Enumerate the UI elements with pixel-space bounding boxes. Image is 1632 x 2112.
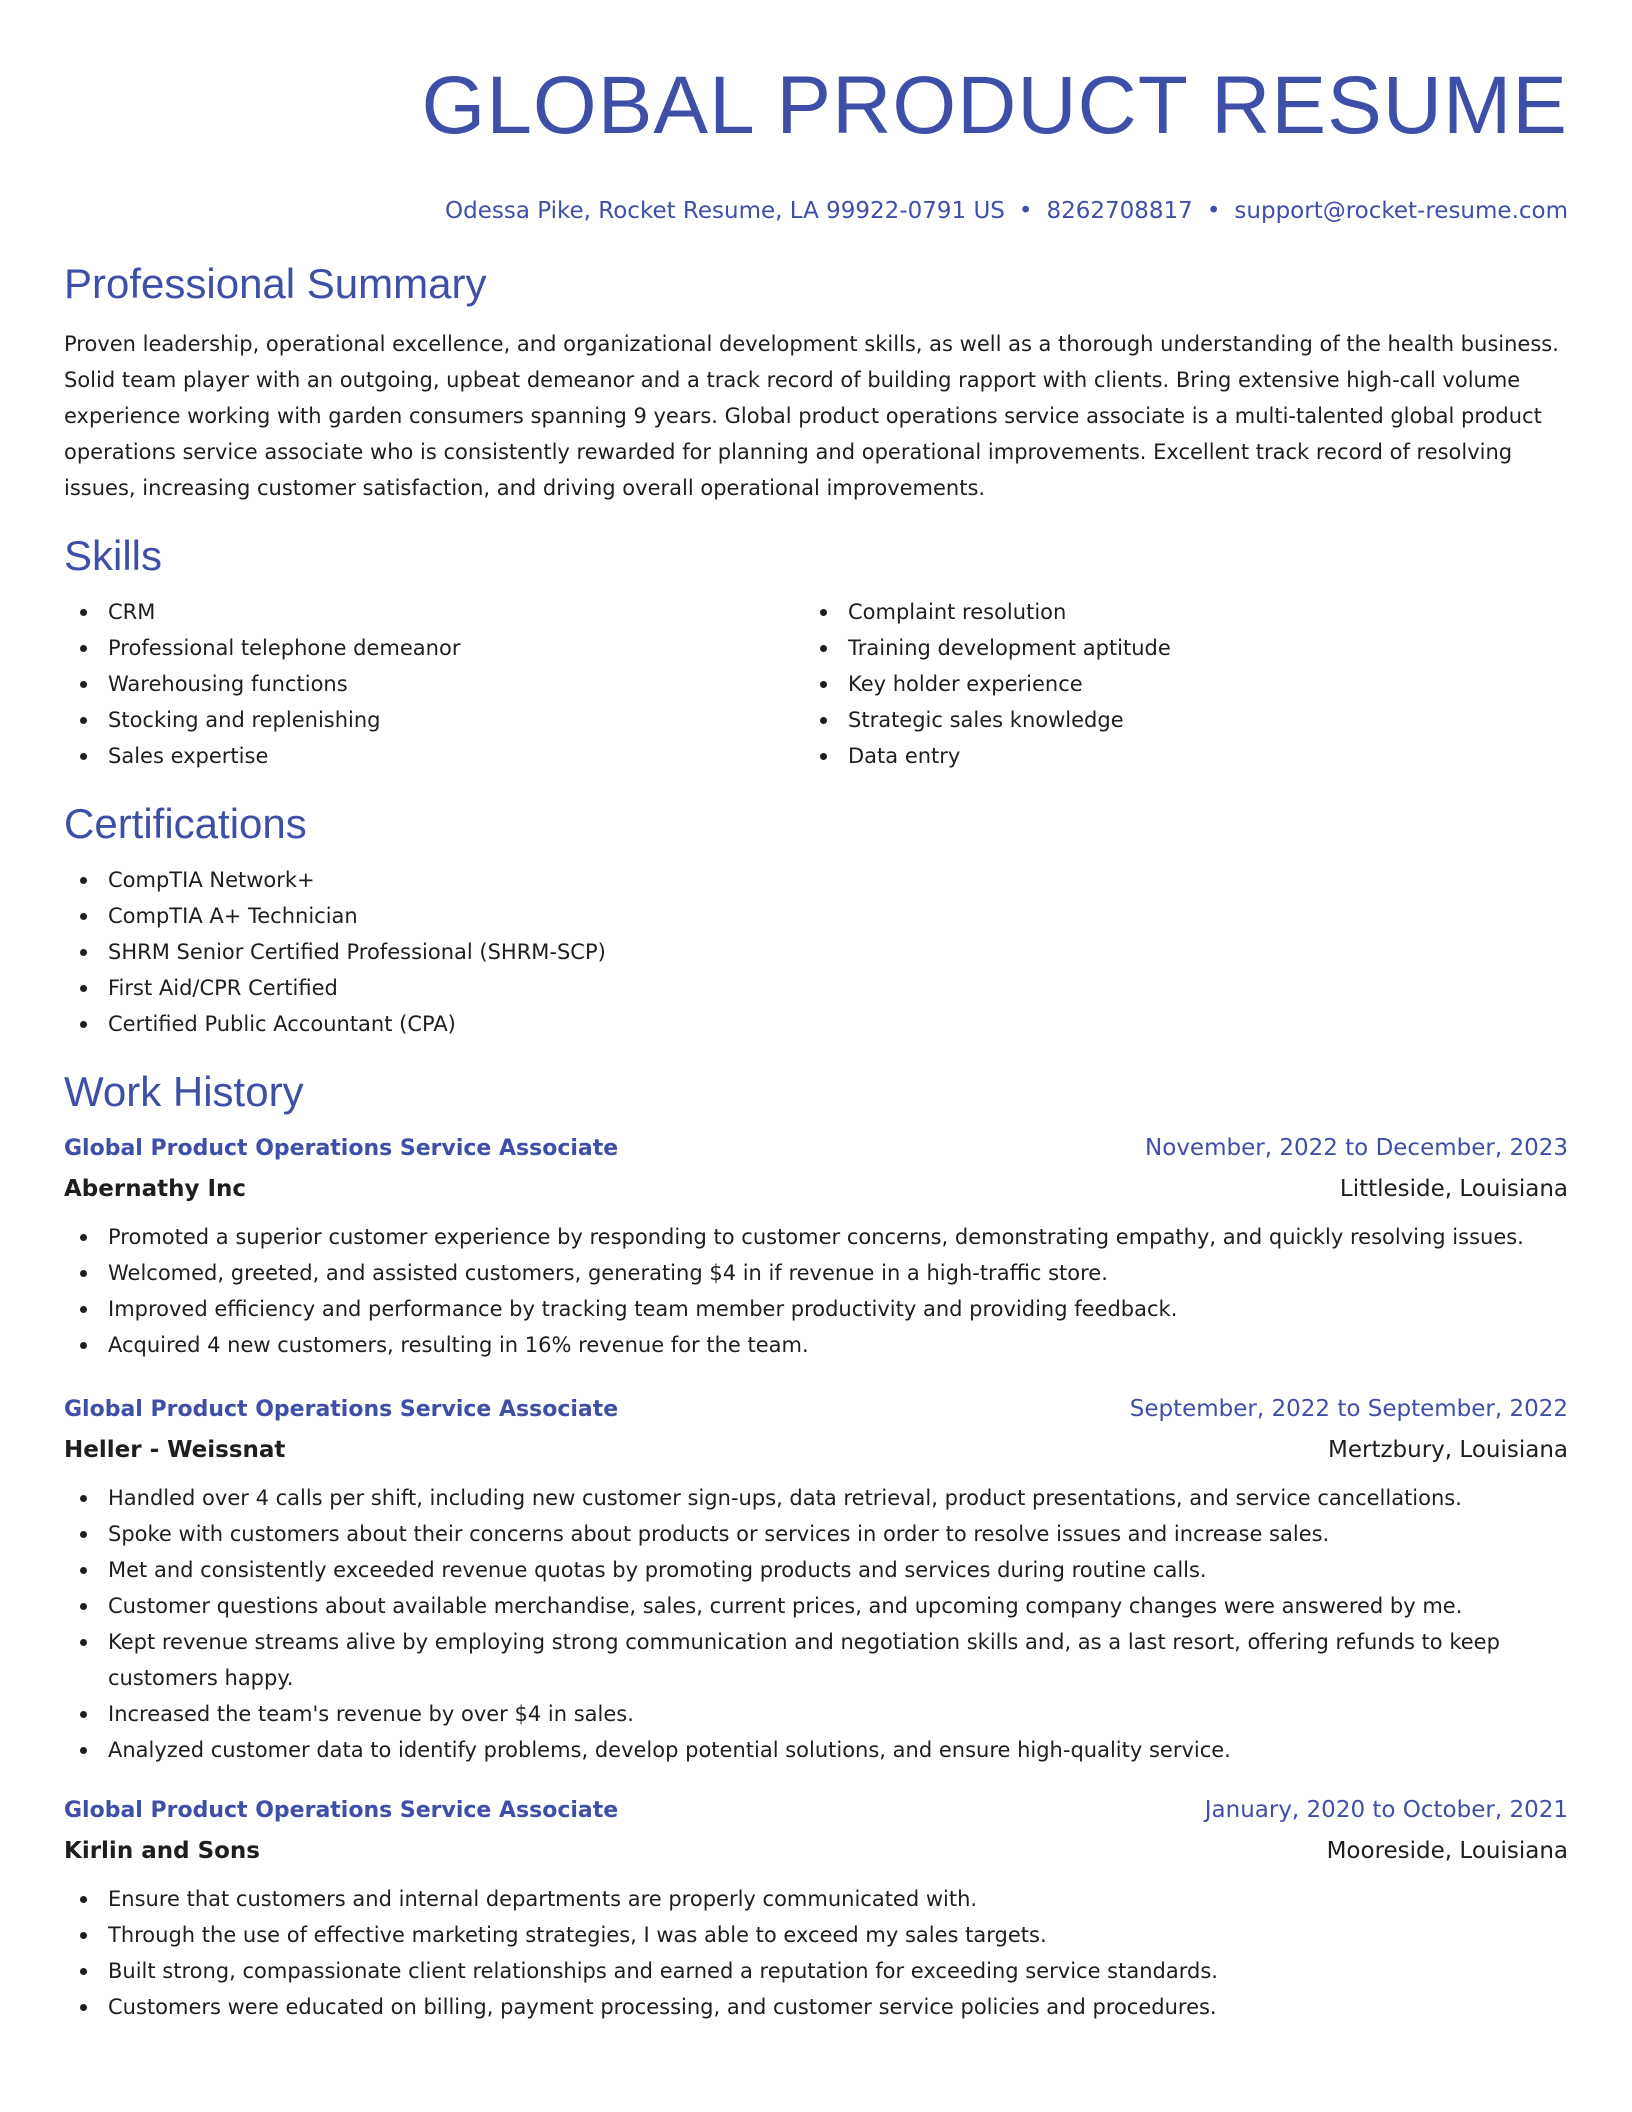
job-company: Kirlin and Sons [64, 1838, 260, 1864]
contact-phone: 8262708817 [1046, 198, 1193, 224]
summary-text: Proven leadership, operational excellence, and organizational development skills, as well as a thorough understanding of the health business. Solid team player with an outgoing, upbeat demeanor and a track record of building rapport with clients. Bring extensive high-call volume experience working with garden consumers spanning 9 years. Global product operations service associate is a multi-talented global product operations service associate who is consistently rewarded for planning and operational improvements. Excellent track record of resolving issues, increasing customer satisfaction, and driving overall operational improvements. [64, 332, 1559, 500]
job-bullets [64, 1219, 1568, 1363]
contact-info [64, 196, 1568, 226]
job-bullet: Ensure that customers and internal departments are properly communicated with. [64, 1881, 1568, 1917]
job-dates: September, 2022 to September, 2022 [1129, 1396, 1568, 1422]
job-bullet: Acquired 4 new customers, resulting in 16% revenue for the team. [64, 1327, 1568, 1363]
job-subheader [64, 1169, 1568, 1209]
skill-item: Stocking and replenishing [64, 702, 804, 738]
job-title: Global Product Operations Service Associate [64, 1136, 619, 1161]
certification-item: CompTIA A+ Technician [64, 898, 1568, 934]
certifications-section [64, 800, 1568, 1042]
job-bullets [64, 1480, 1568, 1768]
job-header [64, 1389, 1568, 1430]
contact-address: Odessa Pike, Rocket Resume, LA 99922-0791 US [445, 198, 1005, 224]
work-history-section [64, 1068, 1568, 2025]
job-title: Global Product Operations Service Associate [64, 1397, 619, 1422]
section-heading-work-history: Work History [64, 1068, 304, 1115]
skills-grid [64, 580, 1568, 774]
job-bullets [64, 1881, 1568, 2025]
certification-item: Certified Public Accountant (CPA) [64, 1006, 1568, 1042]
job-bullet: Handled over 4 calls per shift, including new customer sign-ups, data retrieval, product presentations, and service cancellations. [64, 1480, 1568, 1516]
section-heading-certifications: Certifications [64, 800, 307, 847]
skill-item: Professional telephone demeanor [64, 630, 804, 666]
skill-item: Complaint resolution [804, 594, 1544, 630]
job-company: Heller - Weissnat [64, 1437, 286, 1463]
job-company: Abernathy Inc [64, 1176, 247, 1202]
job-subheader [64, 1430, 1568, 1470]
job-dates: November, 2022 to December, 2023 [1145, 1135, 1568, 1161]
job-entry [64, 1128, 1568, 1363]
skill-item: CRM [64, 594, 804, 630]
resume-title: GLOBAL PRODUCT RESUME [421, 60, 1568, 151]
job-bullet: Improved efficiency and performance by tracking team member productivity and providing feedback. [64, 1291, 1568, 1327]
job-subheader [64, 1831, 1568, 1871]
job-bullet: Welcomed, greeted, and assisted customers, generating $4 in if revenue in a high-traffic store. [64, 1255, 1568, 1291]
skill-item: Warehousing functions [64, 666, 804, 702]
section-heading-skills: Skills [64, 532, 163, 579]
certification-item: First Aid/CPR Certified [64, 970, 1568, 1006]
skill-item: Training development aptitude [804, 630, 1544, 666]
job-bullet: Through the use of effective marketing strategies, I was able to exceed my sales targets. [64, 1917, 1568, 1953]
skills-section [64, 532, 1568, 774]
job-bullet: Customer questions about available merchandise, sales, current prices, and upcoming company changes were answered by me. [64, 1588, 1568, 1624]
job-entry [64, 1389, 1568, 1768]
job-bullet: Customers were educated on billing, payment processing, and customer service policies and procedures. [64, 1989, 1568, 2025]
job-bullet: Increased the team's revenue by over $4 in sales. [64, 1696, 1568, 1732]
job-location: Mertzbury, Louisiana [1328, 1437, 1568, 1463]
job-entry [64, 1790, 1568, 2025]
job-location: Mooreside, Louisiana [1326, 1838, 1568, 1864]
job-dates: January, 2020 to October, 2021 [1204, 1797, 1568, 1823]
job-bullet: Kept revenue streams alive by employing strong communication and negotiation skills and, as a last resort, offering refunds to keep customers happy. [64, 1624, 1568, 1696]
job-title: Global Product Operations Service Associate [64, 1798, 619, 1823]
skill-item: Data entry [804, 738, 1544, 774]
skill-item: Key holder experience [804, 666, 1544, 702]
certifications-list [64, 862, 1568, 1042]
job-bullet: Analyzed customer data to identify problems, develop potential solutions, and ensure high-quality service. [64, 1732, 1568, 1768]
job-bullet: Built strong, compassionate client relationships and earned a reputation for exceeding service standards. [64, 1953, 1568, 1989]
job-bullet: Promoted a superior customer experience by responding to customer concerns, demonstrating empathy, and quickly resolving issues. [64, 1219, 1568, 1255]
certification-item: CompTIA Network+ [64, 862, 1568, 898]
job-location: Littleside, Louisiana [1339, 1176, 1568, 1202]
skills-list-right [804, 594, 1544, 774]
contact-email: support@rocket-resume.com [1234, 198, 1568, 224]
job-header [64, 1790, 1568, 1831]
contact-separator: • [1206, 198, 1221, 224]
certification-item: SHRM Senior Certified Professional (SHRM-SCP) [64, 934, 1568, 970]
skill-item: Sales expertise [64, 738, 804, 774]
skill-item: Strategic sales knowledge [804, 702, 1544, 738]
job-header [64, 1128, 1568, 1169]
contact-separator: • [1018, 198, 1033, 224]
job-bullet: Spoke with customers about their concerns about products or services in order to resolve issues and increase sales. [64, 1516, 1568, 1552]
section-heading-summary: Professional Summary [64, 260, 487, 307]
skills-list-left [64, 594, 804, 774]
professional-summary-section [64, 260, 1568, 506]
job-bullet: Met and consistently exceeded revenue quotas by promoting products and services during routine calls. [64, 1552, 1568, 1588]
